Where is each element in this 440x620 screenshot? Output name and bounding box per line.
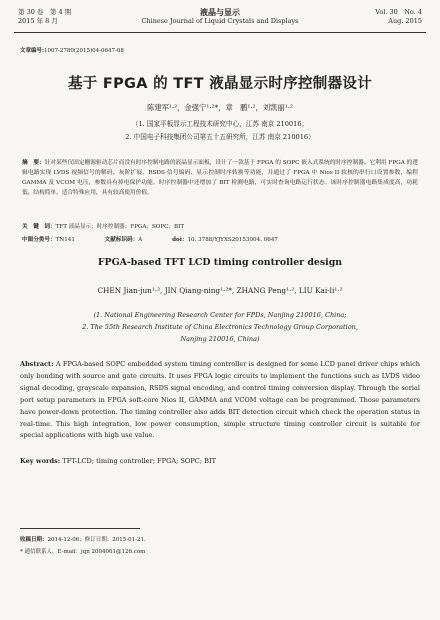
footnote [20,534,146,558]
abstract-cn [22,158,418,198]
article-number-value: 1007-2780(2015)04-0647-08 [44,48,124,54]
affiliation-cn-1: （1. 国家平板显示工程技术研究中心，江苏 南京 210016； [131,120,309,128]
volume-cn: 第 30 卷 第 4 期 [18,8,72,16]
received-label: 收稿日期： [20,537,48,543]
doc-code-label: 文献标识码： [104,237,139,243]
doc-code-field [105,237,157,243]
keywords-cn [22,222,418,232]
received-date [20,534,146,546]
abstract-cn-label: 摘 要： [22,160,45,166]
abstract-en [20,359,420,442]
keywords-cn-label: 关 键 词： [22,224,56,230]
doc-code-value: A [138,237,143,243]
clc-label: 中图分类号： [22,237,56,243]
title-cn: 基于 FPGA 的 TFT 液晶显示时序控制器设计 [67,76,373,92]
affiliations-cn [0,118,440,144]
keywords-en [20,457,420,465]
corresponding-author: * 通信联系人，E-mail：jqn 2004061@126.com [20,549,146,555]
header-rule [14,32,426,33]
clc-field [22,237,89,243]
clc-value: TN141 [55,237,75,243]
abstract-cn-text: 针对某些仅固定栅源驱动芯片而没有时序控制电路的液晶显示面板，设计了一款基于 FPGA 的 SOPC 嵌入式系统的时序控制器。它利用 FPGA 的逻辑电路实现 LVDS 视频信号的解码、灰阶扩展、RSDS 信号编码、显示控制时序转换等功能，并通过了 FPGA 中 Nios II 软核的串行口设置参数，编程 GAMMA 及 VCOM 电压，参数具有掉电保护功能。时序控制器中还增加了 BIT 检测电路，可实时查询电路运行状态。该时序控制器电路集成度高，功耗低，结构简单，适合特殊应用，具有较高使用价值。 [22,160,418,196]
volume-en: Vol. 30 No. 4 [375,8,422,16]
authors-en: CHEN Jian-jun¹·², JIN Qiang-ning¹·²*, ZHANG Peng¹·², LIU Kai-li¹·² [97,286,343,295]
doi-field [172,237,292,243]
header-right [375,8,422,25]
article-number [20,46,124,54]
affiliations-en [0,309,440,345]
keywords-en-label: Key words: [20,457,61,465]
authors-cn: 陈建军¹·²，金强宁¹·²*，章 鹏¹·²，刘凯丽¹·² [147,103,293,112]
header-center [18,8,422,25]
doi-value: 10. 3788/YJYXS20153004. 0647 [187,237,278,243]
journal-name-en: Chinese Journal of Liquid Crystals and Displays [141,16,299,25]
doi-label: doi： [172,237,188,243]
keywords-cn-text: TFT 液晶显示；时序控制器；FPGA；SOPC；BIT [55,224,185,230]
title-en: FPGA-based TFT LCD timing controller design [97,257,343,268]
affiliation-en-2: 2. The 55th Research Institute of China Electronics Technology Group Corporation, [82,323,358,331]
journal-name-cn: 液晶与显示 [200,7,240,17]
keywords-en-text: TFT-LCD; timing controller; FPGA; SOPC; BIT [62,457,216,465]
abstract-en-label: Abstract: [20,360,54,368]
date-cn: 2015 年 8 月 [18,16,58,25]
affiliation-en-1: (1. National Engineering Research Center for FPDs, Nanjing 210016, China; [93,311,347,319]
date-en: Aug. 2015 [388,16,422,25]
affiliation-cn-2: 2. 中国电子科技集团公司第五十五研究所，江苏 南京 210016） [125,133,315,141]
abstract-en-text: A FPGA-based SOPC embedded system timing controller is designed for some LCD panel driver chips which only bonding with source and gate circuits. It uses FPGA logic circuits to implement the functions such as LVDS video signal decoding, grayscale expansion, RSDS signal encoding, and control timing conversion display. Through the serial port setup parameters in FPGA soft-core Nios II, GAMMA and VCOM voltage can be programmed. Those parameters have power-down protection. The timing controller also adds BIT detection circuit which check the operation status in real-time. This high integration, low power consumption, simple structure timing controller circuit is suitable for special applications with high use value. [20,360,420,440]
received-value: 2014-12-06；修订日期：2015-01-21. [47,537,146,543]
article-number-label: 文章编号: [20,48,45,54]
classification-line [22,235,418,245]
affiliation-en-3: Nanjing 210016, China) [180,335,260,343]
footnote-rule [20,528,140,529]
